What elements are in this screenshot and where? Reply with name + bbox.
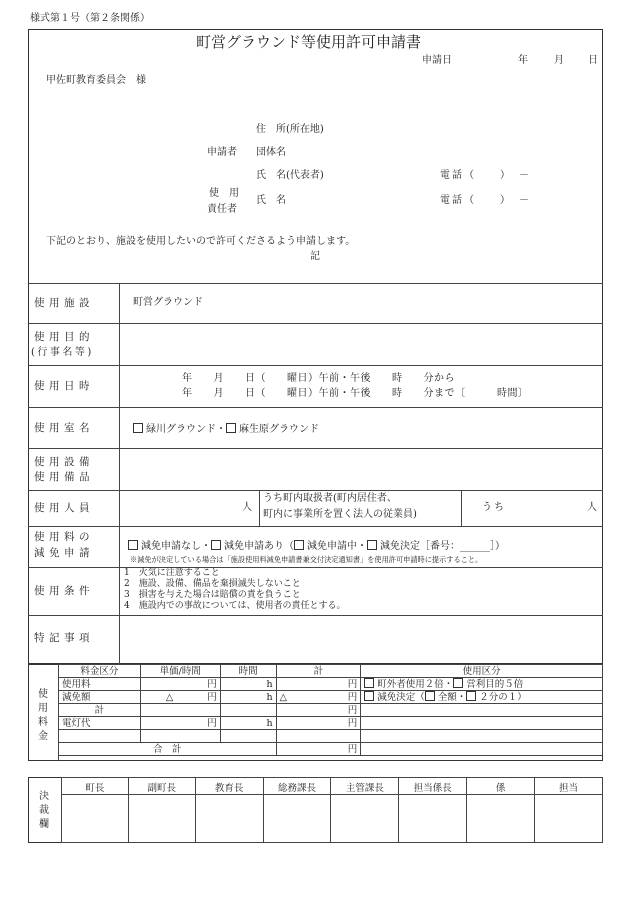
- responsible-phone[interactable]: 電話（ ） －: [440, 195, 531, 206]
- fee-side-label: [37, 688, 49, 744]
- resident-unit: 人: [587, 502, 597, 513]
- datetime-label: 使用日時: [34, 380, 94, 392]
- fee-item: [59, 730, 141, 743]
- approval-header: 副町長: [128, 778, 195, 795]
- fee-side-char: 金: [38, 731, 48, 742]
- fee-grand-total-label: 合 計: [59, 743, 277, 756]
- divider: [28, 526, 603, 527]
- approval-header: 係: [467, 778, 535, 795]
- persons-unit: 人: [242, 502, 252, 513]
- fee-unit-yen: 円: [207, 691, 217, 703]
- form-number: 様式第１号（第２条関係）: [30, 13, 150, 24]
- applicant-phone[interactable]: 電話（ ） －: [440, 170, 531, 181]
- table-row: [59, 678, 603, 691]
- fee-unit-cell[interactable]: 円: [140, 717, 220, 730]
- stamp-cell[interactable]: [467, 795, 535, 843]
- fee-table: [58, 664, 603, 756]
- divider: [28, 365, 603, 366]
- resident-of-which: うち: [482, 502, 506, 513]
- fee-hours-cell[interactable]: h: [220, 678, 276, 691]
- notes-field[interactable]: [125, 619, 595, 659]
- usage-cell: [361, 678, 603, 691]
- divider: [28, 407, 603, 408]
- purpose-label-1: 使用目的: [34, 331, 94, 343]
- approval-side-label: [38, 790, 50, 832]
- application-date-day[interactable]: 日: [588, 55, 598, 66]
- facility-label: 使用施設: [34, 297, 94, 309]
- divider: [28, 323, 603, 324]
- room-options: [133, 423, 319, 435]
- table-row: [59, 743, 603, 756]
- exemption-apply-checkbox[interactable]: [211, 540, 221, 550]
- fee-side-char: 使: [38, 689, 48, 700]
- resident-label-1: うち町内取扱者(町内居住者、: [263, 493, 397, 504]
- datetime-start[interactable]: 年 月 日（ 曜日）午前・午後 時 分から: [182, 373, 455, 384]
- applicant-name[interactable]: 氏 名(代表者): [256, 170, 324, 181]
- approval-header: 教育長: [195, 778, 263, 795]
- fee-total-cell[interactable]: 円: [276, 704, 361, 717]
- room-label: 使用室名: [34, 422, 94, 434]
- fee-header: 時間: [220, 665, 276, 678]
- fee-grand-total-cell[interactable]: 円: [276, 743, 361, 756]
- condition-1: 1 火気に注意すること: [124, 568, 220, 578]
- approval-side-char: 欄: [39, 819, 49, 830]
- conditions-label: 使用条件: [34, 585, 94, 597]
- table-row: [59, 691, 603, 704]
- approval-header: 総務課長: [263, 778, 331, 795]
- approval-header: 担当: [535, 778, 603, 795]
- minus-mark: △: [279, 691, 287, 703]
- approval-table: [61, 777, 603, 843]
- purpose-field[interactable]: [125, 328, 595, 360]
- exemption-decided-checkbox[interactable]: [367, 540, 377, 550]
- exemption-decided-label: 減免決定［番号：______］）: [380, 541, 505, 552]
- divider: [28, 615, 603, 616]
- room-option-1-checkbox[interactable]: [133, 423, 143, 433]
- fee-header-row: [59, 665, 603, 678]
- table-row: [59, 730, 603, 743]
- usage-commercial-checkbox[interactable]: [453, 678, 463, 688]
- fee-header: 単価/時間: [140, 665, 220, 678]
- fee-item: 使用料: [59, 678, 141, 691]
- fee-total-cell[interactable]: 円: [276, 678, 361, 691]
- application-date-month[interactable]: 月: [554, 55, 564, 66]
- application-date-label: 申請日: [422, 55, 452, 66]
- usage-full-checkbox[interactable]: [425, 691, 435, 701]
- exemption-label-2: 減免申請: [34, 547, 94, 559]
- exemption-pending-label: 減免申請中・: [307, 541, 367, 552]
- stamp-cell[interactable]: [195, 795, 263, 843]
- purpose-label-2: (行事名等): [31, 347, 94, 358]
- approval-side-char: 決: [39, 791, 49, 802]
- fee-item: 減免額: [59, 691, 141, 704]
- fee-hours-cell[interactable]: h: [220, 691, 276, 704]
- fee-item: 電灯代: [59, 717, 141, 730]
- exemption-label-1: 使用料の: [34, 531, 94, 543]
- page-title: 町営グラウンド等使用許可申請書: [196, 33, 422, 51]
- fee-unit-cell[interactable]: [140, 691, 220, 704]
- exemption-note: ※減免が決定している場合は「施設使用料減免申請書兼交付決定通知書」を使用許可申請時に提示すること。: [130, 555, 483, 564]
- divider: [61, 777, 62, 843]
- usage-exemption-label: 減免決定（: [377, 692, 425, 703]
- condition-3: 3 損害を与えた場合は賠償の責を負うこと: [124, 590, 301, 600]
- resident-label-2: 町内に事業所を置く法人の従業員): [263, 509, 417, 520]
- divider: [119, 283, 120, 664]
- equipment-label-1: 使用設備: [34, 456, 94, 468]
- approval-header: 担当係長: [399, 778, 467, 795]
- fee-hours-cell[interactable]: [220, 704, 276, 717]
- applicant-label: 申請者: [207, 147, 237, 158]
- room-option-2-checkbox[interactable]: [226, 423, 236, 433]
- divider: [28, 448, 603, 449]
- divider: [259, 490, 260, 526]
- divider: [28, 490, 603, 491]
- applicant-address[interactable]: 住 所(所在地): [256, 124, 324, 135]
- usage-exemption-checkbox[interactable]: [364, 691, 374, 701]
- usage-cell: [361, 717, 603, 730]
- table-row: [59, 704, 603, 717]
- fee-unit-cell[interactable]: 円: [140, 678, 220, 691]
- request-statement: 下記のとおり、施設を使用したいので許可くださるよう申請します。: [46, 236, 356, 247]
- usage-half-label: ２分の１）: [479, 692, 527, 703]
- table-row: [59, 717, 603, 730]
- fee-unit-cell[interactable]: [140, 704, 220, 717]
- ki-label: 記: [310, 251, 320, 262]
- fee-item: 計: [59, 704, 141, 717]
- fee-unit-cell[interactable]: [140, 730, 220, 743]
- divider: [461, 490, 462, 526]
- fee-header: 計: [276, 665, 361, 678]
- fee-hours-cell[interactable]: h: [220, 717, 276, 730]
- persons-label: 使用人員: [34, 502, 94, 514]
- approval-header: 町長: [62, 778, 129, 795]
- condition-2: 2 施設、設備、備品を棄損滅失しないこと: [124, 579, 301, 589]
- application-date-year[interactable]: 年: [518, 55, 528, 66]
- fee-side-char: 料: [38, 717, 48, 728]
- exemption-options: [128, 540, 505, 552]
- equipment-label-2: 使用備品: [34, 471, 94, 483]
- divider: [28, 283, 603, 284]
- divider: [58, 664, 59, 761]
- minus-mark: △: [165, 691, 174, 703]
- fee-total-cell[interactable]: [276, 730, 361, 743]
- usage-cell: [361, 743, 603, 756]
- stamp-cell[interactable]: [62, 795, 129, 843]
- stamp-cell[interactable]: [331, 795, 399, 843]
- stamp-cell[interactable]: [263, 795, 331, 843]
- facility-value: 町営グラウンド: [133, 297, 203, 308]
- exemption-pending-checkbox[interactable]: [294, 540, 304, 550]
- exemption-none-checkbox[interactable]: [128, 540, 138, 550]
- notes-label: 特記事項: [34, 632, 94, 644]
- stamp-cell[interactable]: [399, 795, 467, 843]
- usage-commercial-label: 営利目的５倍: [466, 679, 524, 690]
- fee-header: 料金区分: [59, 665, 141, 678]
- usage-cell: [361, 704, 603, 717]
- usage-outside-checkbox[interactable]: [364, 678, 374, 688]
- equipment-field[interactable]: [125, 452, 595, 486]
- fee-side-char: 用: [38, 703, 48, 714]
- fee-header: 使用区分: [361, 665, 603, 678]
- exemption-apply-label: 減免申請あり（: [224, 541, 294, 552]
- approval-header: 主管課長: [331, 778, 399, 795]
- usage-outside-label: 町外者使用２倍・: [377, 679, 454, 690]
- usage-cell: [361, 730, 603, 743]
- approval-header-row: [62, 778, 603, 795]
- exemption-none-label: 減免申請なし・: [141, 541, 211, 552]
- fee-total-yen: 円: [347, 691, 358, 703]
- responsible-label-1: 使 用: [209, 188, 239, 199]
- usage-full-label: 全額・: [437, 692, 467, 703]
- fee-hours-cell[interactable]: [220, 730, 276, 743]
- datetime-end[interactable]: 年 月 日（ 曜日）午前・午後 時 分まで〔 時間〕: [182, 388, 529, 399]
- fee-total-cell[interactable]: [276, 691, 361, 704]
- responsible-name[interactable]: 氏 名: [256, 195, 286, 206]
- applicant-group[interactable]: 団体名: [256, 147, 286, 158]
- addressee: 甲佐町教育委員会 様: [46, 75, 146, 86]
- stamp-cell[interactable]: [535, 795, 603, 843]
- approval-side-char: 裁: [39, 805, 49, 816]
- room-option-2-label: 麻生原グラウンド: [239, 424, 319, 435]
- usage-cell: [361, 691, 603, 704]
- approval-stamp-row: [62, 795, 603, 843]
- responsible-label-2: 責任者: [207, 204, 237, 215]
- divider: [28, 567, 603, 568]
- stamp-cell[interactable]: [128, 795, 195, 843]
- usage-half-checkbox[interactable]: [466, 691, 476, 701]
- room-option-1-label: 緑川グラウンド・: [146, 424, 226, 435]
- condition-4: 4 施設内での事故については、使用者の責任とする。: [124, 601, 346, 611]
- fee-total-cell[interactable]: 円: [276, 717, 361, 730]
